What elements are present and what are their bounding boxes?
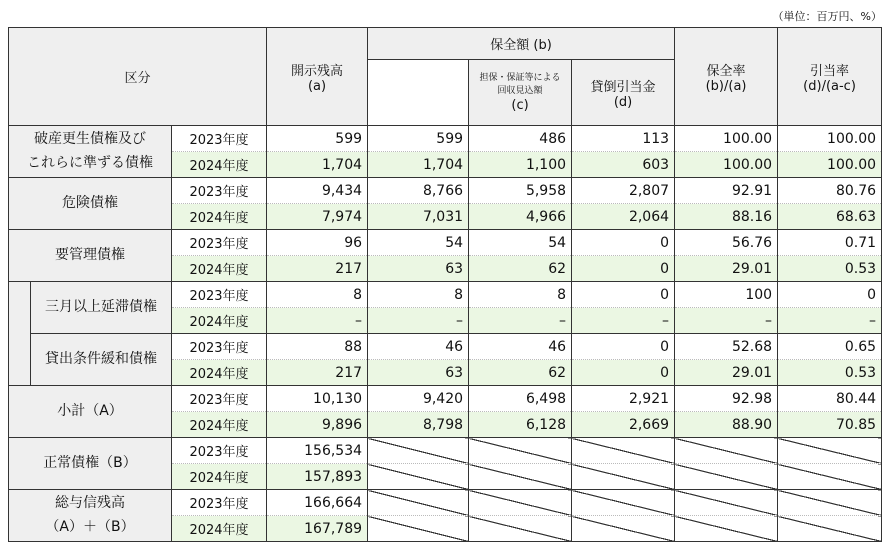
collateral-recovery: 5,958 <box>469 178 572 204</box>
header-allowance <box>572 60 675 126</box>
loan-loss-allowance: 0 <box>572 334 675 360</box>
bad-loan-disclosure-table <box>8 27 882 542</box>
fiscal-year: 2024年度 <box>172 360 267 386</box>
protected-amount: 599 <box>368 126 469 152</box>
category-label: 危険債権 <box>9 178 172 230</box>
coverage-ratio: 100.00 <box>675 152 778 178</box>
disclosed-balance: – <box>267 308 368 334</box>
coverage-ratio: 92.98 <box>675 386 778 412</box>
fiscal-year: 2024年度 <box>172 152 267 178</box>
reserve-ratio: 0 <box>778 282 882 308</box>
collateral-recovery: 46 <box>469 334 572 360</box>
not-applicable-cell <box>572 516 675 542</box>
header-disclosed-label: 開示残高 <box>291 63 344 79</box>
category-label: 総与信残高 （A）＋（B） <box>9 490 172 542</box>
not-applicable-cell <box>778 438 882 464</box>
header-disclosed <box>267 28 368 126</box>
reserve-ratio: 0.71 <box>778 230 882 256</box>
category-label: 三月以上延滞債権 <box>31 282 172 334</box>
collateral-recovery: 6,128 <box>469 412 572 438</box>
disclosed-balance: 599 <box>267 126 368 152</box>
fiscal-year: 2024年度 <box>172 412 267 438</box>
disclosed-balance: 166,664 <box>267 490 368 516</box>
disclosed-balance: 157,893 <box>267 464 368 490</box>
protected-amount: 8,798 <box>368 412 469 438</box>
category-label: 要管理債権 <box>9 230 172 282</box>
protected-amount: 54 <box>368 230 469 256</box>
protected-amount: 46 <box>368 334 469 360</box>
loan-loss-allowance: 2,807 <box>572 178 675 204</box>
loan-loss-allowance: 603 <box>572 152 675 178</box>
fiscal-year: 2023年度 <box>172 282 267 308</box>
coverage-ratio: 88.16 <box>675 204 778 230</box>
collateral-recovery: 486 <box>469 126 572 152</box>
header-collateral-symbol: (c) <box>511 97 529 113</box>
table-row <box>9 178 882 204</box>
disclosed-balance: 156,534 <box>267 438 368 464</box>
loan-loss-allowance: 2,921 <box>572 386 675 412</box>
fiscal-year: 2023年度 <box>172 334 267 360</box>
header-collateral <box>469 60 572 126</box>
not-applicable-cell <box>469 490 572 516</box>
header-reserve-label: 引当率 <box>810 63 850 79</box>
collateral-recovery: 62 <box>469 360 572 386</box>
fiscal-year: 2024年度 <box>172 256 267 282</box>
not-applicable-cell <box>675 464 778 490</box>
unit-note: （単位：百万円、%） <box>772 10 882 23</box>
table-row <box>9 230 882 256</box>
not-applicable-cell <box>675 490 778 516</box>
not-applicable-cell <box>368 438 469 464</box>
protected-amount: 8 <box>368 282 469 308</box>
loan-loss-allowance: 0 <box>572 256 675 282</box>
coverage-ratio: 52.68 <box>675 334 778 360</box>
collateral-recovery: 6,498 <box>469 386 572 412</box>
loan-loss-allowance: 113 <box>572 126 675 152</box>
reserve-ratio: 100.00 <box>778 152 882 178</box>
loan-loss-allowance: 0 <box>572 230 675 256</box>
header-category: 区分 <box>9 28 267 126</box>
header-reserve <box>778 28 882 126</box>
not-applicable-cell <box>469 464 572 490</box>
table-row <box>9 490 882 516</box>
header-coverage-label: 保全率 <box>706 63 746 79</box>
collateral-recovery: – <box>469 308 572 334</box>
category-label: 小計（A） <box>9 386 172 438</box>
collateral-recovery: 62 <box>469 256 572 282</box>
fiscal-year: 2023年度 <box>172 230 267 256</box>
protected-amount: 8,766 <box>368 178 469 204</box>
header-protected-spacer <box>368 60 469 126</box>
loan-loss-allowance: 2,064 <box>572 204 675 230</box>
not-applicable-cell <box>469 516 572 542</box>
collateral-recovery: 4,966 <box>469 204 572 230</box>
coverage-ratio: 100 <box>675 282 778 308</box>
header-coverage-symbol: (b)/(a) <box>705 78 747 94</box>
fiscal-year: 2024年度 <box>172 308 267 334</box>
table-row <box>9 126 882 152</box>
protected-amount: 9,420 <box>368 386 469 412</box>
header-protected: 保全額 (b) <box>368 28 675 60</box>
fiscal-year: 2023年度 <box>172 178 267 204</box>
disclosed-balance: 96 <box>267 230 368 256</box>
disclosed-balance: 217 <box>267 360 368 386</box>
loan-loss-allowance: 0 <box>572 282 675 308</box>
coverage-ratio: – <box>675 308 778 334</box>
reserve-ratio: 80.76 <box>778 178 882 204</box>
reserve-ratio: 70.85 <box>778 412 882 438</box>
disclosed-balance: 9,896 <box>267 412 368 438</box>
header-reserve-symbol: (d)/(a-c) <box>803 78 856 94</box>
header-disclosed-symbol: (a) <box>307 78 327 94</box>
not-applicable-cell <box>572 464 675 490</box>
disclosed-balance: 7,974 <box>267 204 368 230</box>
collateral-recovery: 1,100 <box>469 152 572 178</box>
not-applicable-cell <box>778 490 882 516</box>
header-coverage <box>675 28 778 126</box>
table-row <box>9 386 882 412</box>
loan-loss-allowance: 2,669 <box>572 412 675 438</box>
category-label: 破産更生債権及び これらに準ずる債権 <box>9 126 172 178</box>
disclosed-balance: 88 <box>267 334 368 360</box>
fiscal-year: 2023年度 <box>172 126 267 152</box>
protected-amount: 63 <box>368 360 469 386</box>
disclosed-balance: 217 <box>267 256 368 282</box>
indent-spacer <box>9 334 31 386</box>
disclosed-balance: 8 <box>267 282 368 308</box>
not-applicable-cell <box>368 490 469 516</box>
not-applicable-cell <box>572 490 675 516</box>
not-applicable-cell <box>675 516 778 542</box>
reserve-ratio: 80.44 <box>778 386 882 412</box>
coverage-ratio: 88.90 <box>675 412 778 438</box>
not-applicable-cell <box>368 516 469 542</box>
table-row <box>9 438 882 464</box>
disclosed-balance: 9,434 <box>267 178 368 204</box>
table-row <box>9 334 882 360</box>
fiscal-year: 2023年度 <box>172 438 267 464</box>
reserve-ratio: 100.00 <box>778 126 882 152</box>
loan-loss-allowance: – <box>572 308 675 334</box>
fiscal-year: 2024年度 <box>172 516 267 542</box>
coverage-ratio: 92.91 <box>675 178 778 204</box>
not-applicable-cell <box>572 438 675 464</box>
header-allowance-label: 貸倒引当金 <box>590 79 656 95</box>
not-applicable-cell <box>778 516 882 542</box>
reserve-ratio: 0.53 <box>778 360 882 386</box>
collateral-recovery: 8 <box>469 282 572 308</box>
header-allowance-symbol: (d) <box>613 94 633 110</box>
protected-amount: 7,031 <box>368 204 469 230</box>
protected-amount: 1,704 <box>368 152 469 178</box>
protected-amount: – <box>368 308 469 334</box>
header-collateral-label: 担保・保証等による <box>479 73 561 84</box>
not-applicable-cell <box>675 438 778 464</box>
fiscal-year: 2023年度 <box>172 386 267 412</box>
not-applicable-cell <box>469 438 572 464</box>
header-collateral-label2: 回収見込額 <box>497 86 543 96</box>
fiscal-year: 2024年度 <box>172 204 267 230</box>
category-label: 正常債権（B） <box>9 438 172 490</box>
table-body <box>9 28 882 542</box>
coverage-ratio: 56.76 <box>675 230 778 256</box>
disclosed-balance: 10,130 <box>267 386 368 412</box>
not-applicable-cell <box>778 464 882 490</box>
disclosed-balance: 1,704 <box>267 152 368 178</box>
reserve-ratio: – <box>778 308 882 334</box>
fiscal-year: 2024年度 <box>172 464 267 490</box>
not-applicable-cell <box>368 464 469 490</box>
indent-spacer <box>9 282 31 334</box>
reserve-ratio: 0.65 <box>778 334 882 360</box>
coverage-ratio: 29.01 <box>675 256 778 282</box>
coverage-ratio: 100.00 <box>675 126 778 152</box>
table-row <box>9 282 882 308</box>
collateral-recovery: 54 <box>469 230 572 256</box>
coverage-ratio: 29.01 <box>675 360 778 386</box>
reserve-ratio: 68.63 <box>778 204 882 230</box>
category-label: 貸出条件緩和債権 <box>31 334 172 386</box>
disclosed-balance: 167,789 <box>267 516 368 542</box>
loan-loss-allowance: 0 <box>572 360 675 386</box>
fiscal-year: 2023年度 <box>172 490 267 516</box>
reserve-ratio: 0.53 <box>778 256 882 282</box>
protected-amount: 63 <box>368 256 469 282</box>
